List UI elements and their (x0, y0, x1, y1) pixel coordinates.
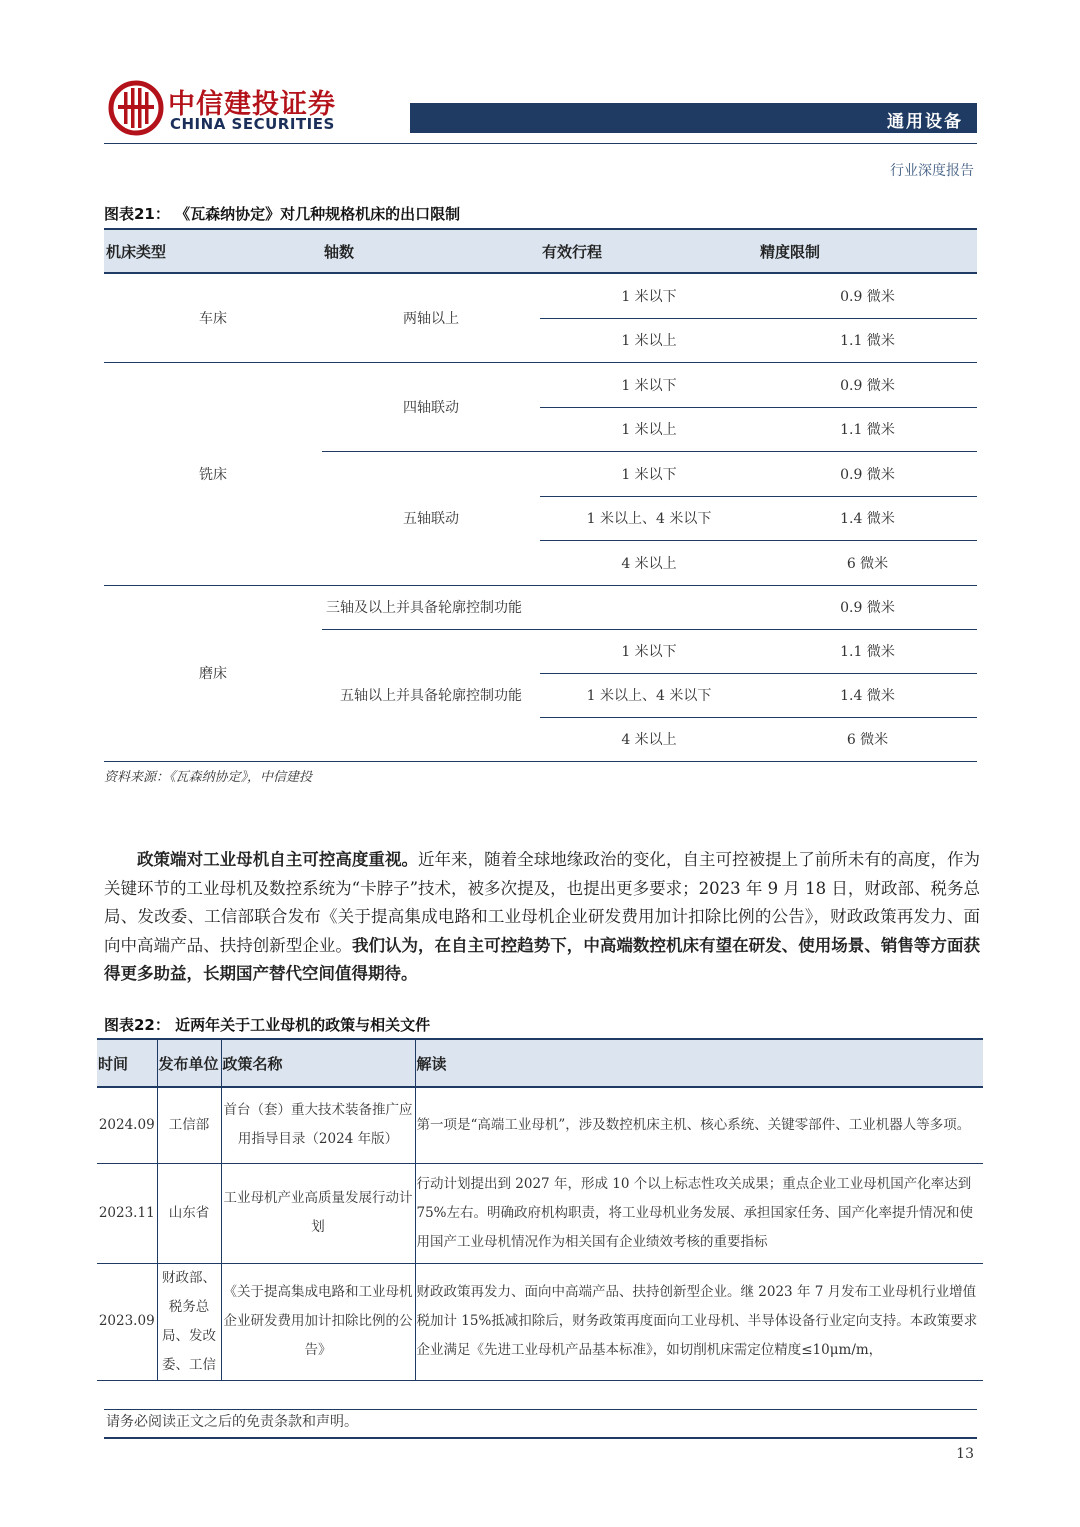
figure21-title: 图表21： 《瓦森纳协定》对几种规格机床的出口限制 (104, 205, 461, 223)
header-cell: 发布单位 (157, 1039, 221, 1087)
footer-divider-bottom (104, 1437, 977, 1439)
company-logo-icon (108, 80, 164, 136)
precision-cell: 1.1 微米 (758, 318, 977, 362)
table-row (97, 1087, 983, 1163)
stroke-cell: 1 米以上 (540, 407, 758, 451)
table-row (104, 585, 977, 629)
brand-name-en: CHINA SECURITIES (170, 115, 335, 133)
figure22-title: 图表22： 近两年关于工业母机的政策与相关文件 (104, 1016, 431, 1034)
stroke-cell: 1 米以上、4 米以下 (540, 673, 758, 717)
stroke-cell: 1 米以上、4 米以下 (540, 496, 758, 540)
time-cell: 2024.09 (97, 1087, 157, 1163)
table-row (97, 1163, 983, 1263)
stroke-cell: 1 米以下 (540, 362, 758, 407)
machine-type-cell: 铣床 (104, 362, 322, 585)
table-row (104, 362, 977, 407)
header-cell: 时间 (97, 1039, 157, 1087)
table-header-row (97, 1039, 983, 1087)
table-header-row (104, 229, 977, 273)
table-row (104, 273, 977, 318)
brand-name-cn: 中信建投证券 (168, 89, 336, 120)
section-bar (410, 103, 977, 133)
issuer-cell: 工信部 (157, 1087, 221, 1163)
axis-cell: 四轴联动 (322, 362, 540, 451)
figure22-table (97, 1038, 983, 1381)
precision-cell: 1.4 微米 (758, 673, 977, 717)
time-cell: 2023.09 (97, 1263, 157, 1380)
paragraph-conclusion: 我们认为，在自主可控趋势下，中高端数控机床有望在研发、使用场景、销售等方面获得更多助益，长期国产替代空间值得期待。 (104, 935, 981, 983)
precision-cell: 0.9 微米 (758, 451, 977, 496)
precision-cell: 6 微米 (758, 717, 977, 761)
precision-cell: 0.9 微米 (758, 585, 977, 629)
interpretation-cell: 第一项是“高端工业母机”，涉及数控机床主机、核心系统、关键零部件、工业机器人等多项。 (415, 1087, 983, 1163)
stroke-cell: 4 米以上 (540, 540, 758, 585)
disclaimer: 请务必阅读正文之后的免责条款和声明。 (106, 1414, 358, 1430)
header-cell: 有效行程 (540, 229, 758, 273)
axis-cell: 三轴及以上并具备轮廓控制功能 (322, 585, 758, 629)
header-cell: 精度限制 (758, 229, 977, 273)
footer-divider-top (104, 1409, 977, 1410)
table-row (97, 1263, 983, 1380)
report-type: 行业深度报告 (890, 163, 974, 179)
paragraph-lead: 政策端对工业母机自主可控高度重视。 (137, 850, 419, 869)
precision-cell: 0.9 微米 (758, 362, 977, 407)
policy-name-cell: 《关于提高集成电路和工业母机企业研发费用加计扣除比例的公告》 (221, 1263, 415, 1380)
issuer-cell: 山东省 (157, 1163, 221, 1263)
precision-cell: 6 微米 (758, 540, 977, 585)
precision-cell: 0.9 微米 (758, 273, 977, 318)
interpretation-cell: 行动计划提出到 2027 年，形成 10 个以上标志性攻关成果；重点企业工业母机国产化率达到 75%左右。明确政府机构职责，将工业母机业务发展、承担国家任务、国产化率提升情况和使用国产工业母机情况作为相关国有企业绩效考核的重要指标 (415, 1163, 983, 1263)
header-cell: 轴数 (322, 229, 540, 273)
header-divider (104, 143, 977, 144)
axis-cell: 两轴以上 (322, 273, 540, 362)
header-cell: 政策名称 (221, 1039, 415, 1087)
interpretation-cell: 财政政策再发力、面向中高端产品、扶持创新型企业。继 2023 年 7 月发布工业母机行业增值税加计 15%抵减扣除后，财务政策再度面向工业母机、半导体设备行业定向支持。本政策要求企业满足《先进工业母机产品基本标准》，如切削机床需定位精度≤10μm/m， (415, 1263, 983, 1380)
issuer-cell: 财政部、税务总局、发改委、工信 (157, 1263, 221, 1380)
paragraph-body: 近年来，随着全球地缘政治的变化，自主可控被提上了前所未有的高度，作为关键环节的工业母机及数控系统为“卡脖子”技术，被多次提及，也提出更多要求；2023 年 9 月 18 日，财政部、税务总局、发改委、工信部联合发布《关于提高集成电路和工业母机企业研发费用加计扣除比例的公告》，财政政策再发力、面向中高端产品、扶持创新型企业。 (104, 850, 981, 955)
policy-name-cell: 工业母机产业高质量发展行动计划 (221, 1163, 415, 1263)
machine-type-cell: 磨床 (104, 585, 322, 761)
stroke-cell: 4 米以上 (540, 717, 758, 761)
precision-cell: 1.1 微米 (758, 629, 977, 673)
section-label: 通用设备 (887, 112, 963, 132)
stroke-cell: 1 米以上 (540, 318, 758, 362)
figure21-source: 资料来源：《瓦森纳协定》，中信建投 (104, 770, 313, 785)
figure21-table (104, 228, 977, 762)
axis-cell: 五轴以上并具备轮廓控制功能 (322, 629, 540, 761)
stroke-cell: 1 米以下 (540, 629, 758, 673)
machine-type-cell: 车床 (104, 273, 322, 362)
header-cell: 解读 (415, 1039, 983, 1087)
page-number: 13 (956, 1446, 974, 1462)
axis-cell: 五轴联动 (322, 451, 540, 585)
body-paragraph (104, 846, 980, 989)
precision-cell: 1.1 微米 (758, 407, 977, 451)
precision-cell: 1.4 微米 (758, 496, 977, 540)
stroke-cell: 1 米以下 (540, 451, 758, 496)
header-cell: 机床类型 (104, 229, 322, 273)
time-cell: 2023.11 (97, 1163, 157, 1263)
policy-name-cell: 首台（套）重大技术装备推广应用指导目录（2024 年版） (221, 1087, 415, 1163)
stroke-cell: 1 米以下 (540, 273, 758, 318)
